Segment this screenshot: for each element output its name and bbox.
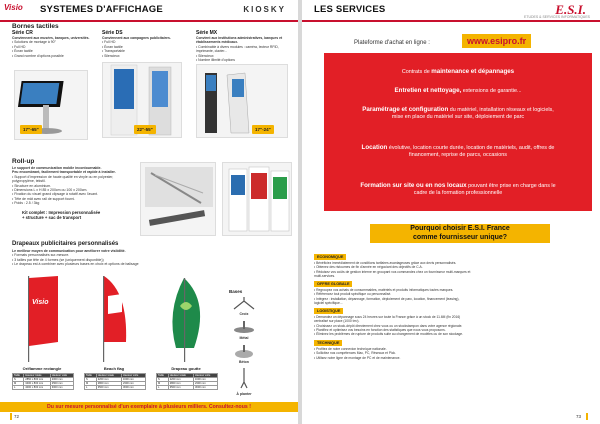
kiosky-logo: KIOSKY: [243, 5, 286, 14]
category-economique: ECONOMIQUE: [314, 254, 346, 260]
services-box: [324, 53, 592, 211]
base-concrete-icon: [232, 345, 256, 359]
category-economique-list: • Bénéficiez immédiatement de conditions tarifaires avantageuses grâce aux devis personnalisés. • Obtenez des ristournes de fin d'année en négociant des objectifs de C.A. • Réduisez vos coûts de gestion interne en groupant vos commandes chez un fournisseur multi-marques et multi-services.: [314, 261, 471, 278]
flag-brand-text: Visio: [32, 299, 49, 306]
serie-mx-title: Série MX: [196, 30, 218, 36]
rollup-kit-text: Kit complet : Impression personnalisée + structure + sac de transport: [22, 210, 101, 221]
size-tag-ds: 22"-55": [134, 125, 156, 134]
serie-mx-desc: Convient aux institutions administratives, banques et établissements médicaux. • Combinable à divers modules : caméra, lecteur RFID, imprimante, clavier... • Silencieux • Nombre illimité d'options: [196, 36, 283, 63]
flag-rectangle-image: [14, 272, 74, 364]
section-title-bornes: Bornes tactiles: [12, 23, 59, 30]
rollup-display-image: [222, 162, 292, 236]
platform-url-link[interactable]: www.esipro.fr: [462, 34, 531, 48]
why-choose-heading: Pourquoi choisir E.S.I. France comme fournisseur unique?: [370, 224, 550, 243]
rollup-title: Roll-up: [12, 158, 35, 165]
category-offre-globale-list: • Regroupez vos achats de consommables, matériels et produits informatiques toutes marques. • Référencez tout produit spécifique ou personnalisé. • Intégrez : installation, dépannage, formation, déploiement de parc, location, financement (leasing), logiciel spécifique...: [314, 288, 460, 305]
bottom-banner: [0, 402, 298, 412]
platform-label: Plateforme d'achat en ligne :: [354, 40, 430, 46]
drapeaux-title: Drapeaux publicitaires personnalisés: [12, 241, 119, 247]
base-label-croix: Croix: [239, 312, 249, 316]
base-label-metal: Métal: [239, 336, 249, 340]
size-tag-cr: 17"-65": [20, 125, 42, 134]
flag-label-beach: Beach flag: [103, 366, 125, 371]
esi-logo-subtitle: ETUDES & SERVICES INFORMATIQUES: [524, 15, 590, 19]
page-number-left: 72: [14, 414, 20, 419]
serie-ds-desc: Conviennent aux campagnes publicitaires. • Full HD • Écran tactile • Transportable • Silencieux: [102, 36, 171, 58]
flag-beach-image: [84, 272, 144, 364]
page-title: SYSTEMES D'AFFICHAGE: [40, 4, 163, 15]
page-number-marker-right: [586, 413, 588, 420]
bottom-banner-text: Du sur mesure personnalisé d'un exemplaire à plusieurs milliers. Consultez-nous !: [47, 404, 251, 410]
service-maintenance: Contrats de maintenance et dépannages: [401, 68, 515, 75]
left-header: [0, 0, 298, 22]
base-label-beton: Béton: [239, 360, 249, 364]
bases-title: Bases: [229, 289, 243, 294]
service-entretien: Entretien et nettoyage, extensions de garantie...: [394, 87, 522, 94]
flag-teardrop-image: [154, 272, 218, 364]
serie-cr-title: Série CR: [12, 30, 33, 36]
base-metal-icon: [232, 321, 256, 335]
esi-logo: E.S.I.: [555, 2, 586, 17]
size-tag-mx: 17"-24": [252, 125, 274, 134]
serie-ds-title: Série DS: [102, 30, 123, 36]
base-label-planter: À planter: [236, 392, 252, 396]
category-technique: TECHNIQUE: [314, 340, 342, 346]
size-table-teardrop: Taille Hauteur totale Hauteur voile S 2200 mm 1600 mm M 2800 mm 2300 mm L 3500 mm 3000 mm: [156, 373, 218, 390]
page-number-marker: [10, 413, 12, 420]
page-title-services: LES SERVICES: [314, 4, 386, 15]
rollup-description: Le support de communication mobile incontournable. Peu encombrant, facilement transportable et rapide à installer. • Support d'impression de haute qualité en vinyle ou en polyester, polypropylène, tekstil. • Structure en aluminium. • Dimensions L x H 85 x 200cm ou 100 x 200cm. • Fixation du visuel grand clipsage à rotatif avec l'avant. • Tête de mât avec rail de support fourni. • Poids : 2.5 / 3kg: [12, 166, 116, 206]
size-table-beach: Taille Hauteur totale Hauteur voile S 2200 mm 1600 mm M 2800 mm 2300 mm L 3500 mm 3000 mm: [84, 373, 146, 390]
drapeaux-description: Le meilleur moyen de communication pour améliorer votre visibilité. • Formats personnalisés sur-mesure. • 3 tailles par tête de 4 formes (se (uniquement disponible)) • Le drapeau est à combiner avec plusieurs bases en choix et options de balisage: [12, 249, 139, 267]
base-ground-spike-icon: [236, 368, 252, 390]
kiosk-mx-image: [196, 64, 288, 138]
flag-label-rectangle: Oriflamme rectangle: [22, 366, 62, 371]
page-number-right: 73: [576, 414, 582, 419]
category-offre-globale: OFFRE GLOBALE: [314, 281, 352, 287]
left-page: [0, 0, 298, 424]
category-technique-list: • Profitez de notre connexion technique nationale. • Sollicitez nos compétences Mac, PC, Réseaux et Pick. • Utilisez notre ligne de montage de PC et de maintenance.: [314, 347, 401, 360]
service-parametrage: Paramétrage et configuration du matériel, installation réseaux et logiciels, mise en place du matériel sur site, déploiement de parc: [362, 106, 554, 120]
category-logistique: LOGISTIQUE: [314, 308, 343, 314]
right-page: [302, 0, 600, 424]
flag-label-teardrop: Drapeau goutte: [171, 366, 201, 371]
brand-logo-left: Visio: [4, 3, 23, 12]
service-formation: Formation sur site ou en nos locaux pouvant être prise en charge dans le cadre de la formation professionnelle: [360, 182, 556, 196]
right-header: [302, 0, 600, 22]
size-table-rectangle: Taille Hauteur totale Hauteur voile S 2850 x 800 mm 2000 mm M 3400 x 800 mm 2500 mm L 4000 x 800 mm 3000 mm: [12, 373, 74, 390]
serie-cr-desc: Conviennent aux musées, banques, universités. • Solutions de montage à 90° • Full HD • Écran tactile • Grand nombre d'options possible: [12, 36, 90, 58]
base-cross-icon: [232, 297, 256, 311]
category-logistique-list: • Demandez un dépannage sous 24 heures sur toute la France grâce à un stock de 11.6M (fin 2016) centralisé sur place (1000 tm²). • Choisissez un stock-dépôt directement chez vous ou un stockstampon dans votre agence régionale. • Planifiez et optimisez vos besoins en fonction des statistiques que nous vous proposons. • Éliminez les problèmes de rupture de produits suite au changement de modèles ou de son stockage.: [314, 315, 464, 337]
service-location: Location évolutive, location courte durée, location de matériels, audit, offres de financement, reprise de parcs, occasions: [361, 144, 555, 158]
rollup-structure-image: [140, 162, 216, 236]
